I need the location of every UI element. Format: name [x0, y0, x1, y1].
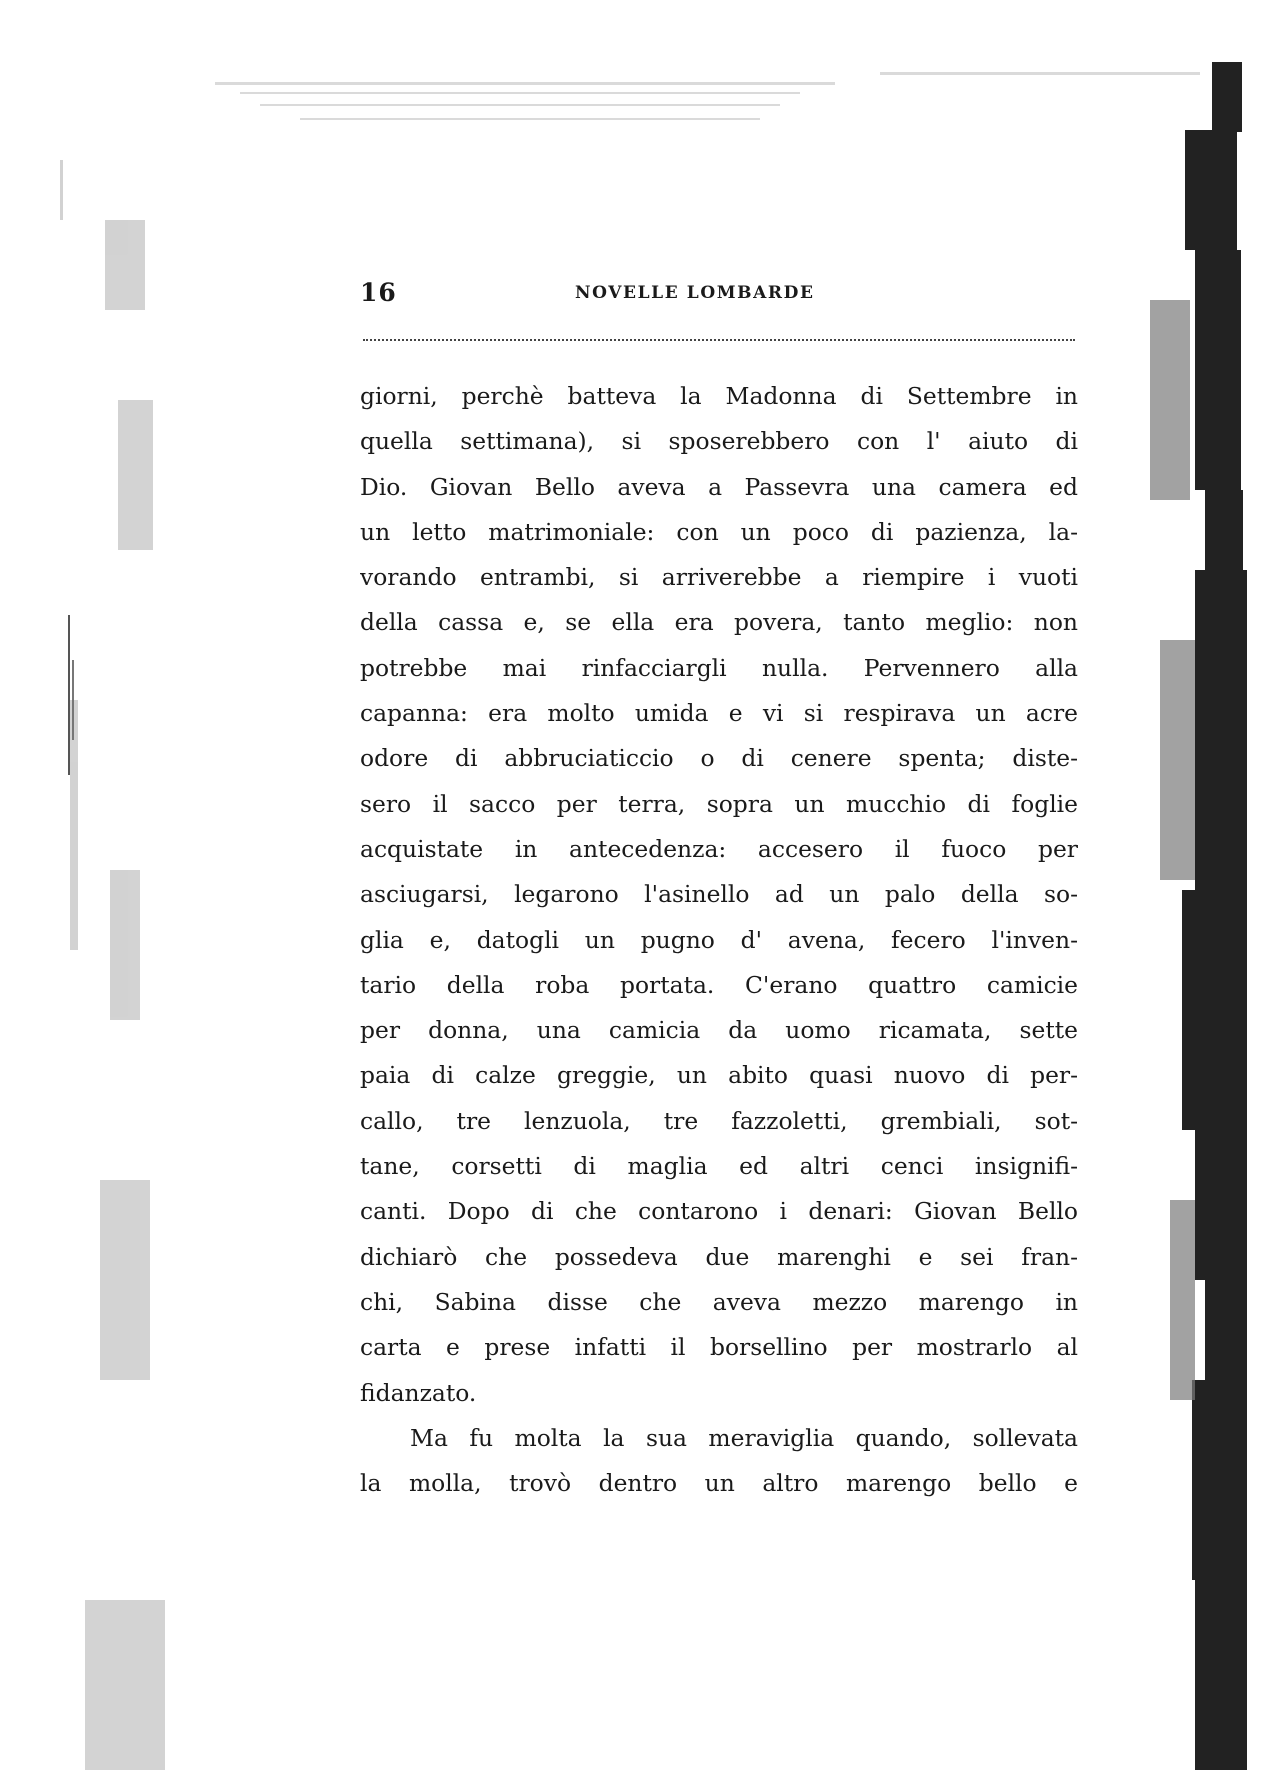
text-line: fidanzato.	[360, 1378, 477, 1407]
text-line: canti. Dopo di che contarono i denari: Giovan Bello	[360, 1197, 1078, 1226]
text-line: acquistate in antecedenza: accesero il fuoco per	[360, 834, 1078, 863]
text-line: tario della roba portata. C'erano quattro camicie	[360, 970, 1078, 999]
header-rule	[363, 339, 1075, 341]
text-line: asciugarsi, legarono l'asinello ad un palo della so-	[360, 880, 1078, 909]
text-line: carta e prese infatti il borsellino per mostrarlo al	[360, 1333, 1078, 1362]
page-number: 16	[360, 278, 397, 307]
text-line: Dio. Giovan Bello aveva a Passevra una camera ed	[360, 472, 1078, 501]
text-line: per donna, una camicia da uomo ricamata, sette	[360, 1016, 1078, 1045]
text-line: paia di calze greggie, un abito quasi nuovo di per-	[360, 1061, 1078, 1090]
text-line: un letto matrimoniale: con un poco di pazienza, la-	[360, 517, 1078, 546]
text-line: dichiarò che possedeva due marenghi e sei fran-	[360, 1242, 1078, 1271]
body-text	[360, 374, 1078, 1506]
text-line: odore di abbruciaticcio o di cenere spenta; diste-	[360, 744, 1078, 773]
text-line: potrebbe mai rinfacciargli nulla. Pervennero alla	[360, 653, 1078, 682]
text-line: della cassa e, se ella era povera, tanto meglio: non	[360, 608, 1078, 637]
text-line: vorando entrambi, si arriverebbe a riempire i vuoti	[360, 563, 1078, 592]
text-line: quella settimana), si sposerebbero con l' aiuto di	[360, 427, 1078, 456]
text-line: Ma fu molta la sua meraviglia quando, sollevata	[410, 1423, 1078, 1452]
text-line: capanna: era molto umida e vi si respirava un acre	[360, 699, 1078, 728]
text-line: la molla, trovò dentro un altro marengo bello e	[360, 1469, 1078, 1498]
text-line: glia e, datogli un pugno d' avena, fecero l'inven-	[360, 925, 1078, 954]
running-title: NOVELLE LOMBARDE	[575, 283, 815, 303]
text-line: sero il sacco per terra, sopra un mucchio di foglie	[360, 789, 1078, 818]
text-line: tane, corsetti di maglia ed altri cenci insignifi-	[360, 1152, 1078, 1181]
text-line: giorni, perchè batteva la Madonna di Settembre in	[360, 382, 1078, 410]
text-line: callo, tre lenzuola, tre fazzoletti, grembiali, sot-	[360, 1106, 1078, 1135]
page-header	[360, 278, 1080, 318]
text-line: chi, Sabina disse che aveva mezzo marengo in	[360, 1287, 1078, 1316]
